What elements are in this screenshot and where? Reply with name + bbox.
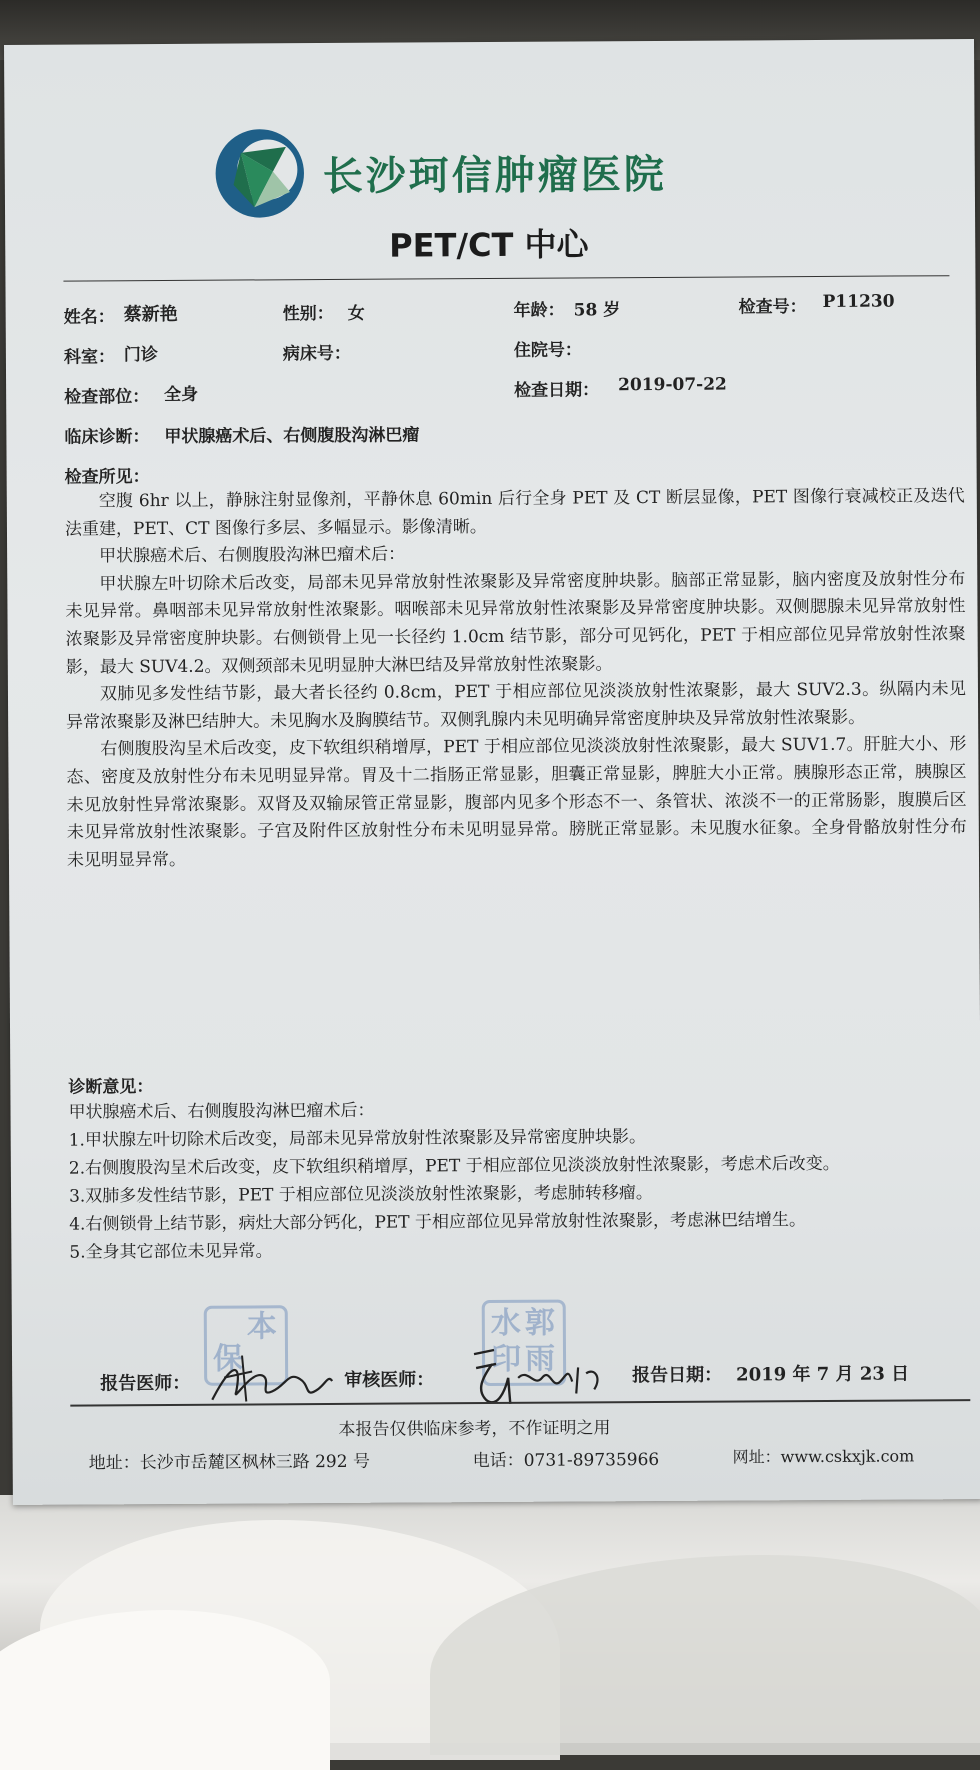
findings-paragraph: 甲状腺癌术后、右侧腹股沟淋巴瘤术后： [99, 544, 406, 567]
report-sheet [4, 39, 980, 1505]
diagnosis-item: 3.双肺多发性结节影，PET 于相应部位见淡淡放射性浓聚影，考虑肺转移瘤。 [68, 1183, 653, 1207]
patient-name: 蔡新艳 [123, 303, 178, 326]
diagnosis-body [68, 1093, 969, 1266]
header-divider [63, 275, 949, 281]
findings-paragraph: 空腹 6hr 以上，静脉注射显像剂，平静休息 60min 后行全身 PET 及 CT 断层显像，PET 图像行衰减校正及迭代法重建，PET、CT 图像行多层、多幅显示。影像清晰。 [64, 486, 965, 540]
exam-part: 全身 [164, 384, 199, 405]
hospital-name: 长沙珂信肿瘤医院 [322, 151, 667, 201]
name-label: 姓名： [63, 307, 115, 328]
exam-part-label: 检查部位： [64, 387, 150, 408]
findings-paragraph: 甲状腺左叶切除术后改变，局部未见异常放射性浓聚影及异常密度肿块影。脑部正常显影，脑内密度及放射性分布未见异常。鼻咽部未见异常放射性浓聚影。咽喉部未见异常放射性浓聚影及异常密度肿块影。双侧腮腺未见异常放射性浓聚影及异常密度肿块影。右侧锁骨上见一长径约 1.0cm 结节影，部分可见钙化，PET 于相应部位见异常放射性浓聚影，最大 SUV4.2。双侧颈部未见明显肿大淋巴结及异常放射性浓聚影。 [65, 568, 966, 678]
diagnosis-item: 1.甲状腺左叶切除术后改变，局部未见异常放射性浓聚影及异常密度肿块影。 [68, 1127, 646, 1151]
findings-paragraph: 双肺见多发性结节影，最大者长径约 0.8cm，PET 于相应部位见淡淡放射性浓聚影，最大 SUV2.3。纵隔内未见异常浓聚影及淋巴结肿大。未见胸水及胸膜结节。双侧乳腺内未见明确异常密度肿块及异常放射性浓聚影。 [66, 679, 967, 733]
website: 网址：www.cskxjk.com [732, 1446, 915, 1467]
diagnosis-item: 2.右侧腹股沟呈术后改变，皮下软组织稍增厚，PET 于相应部位见淡淡放射性浓聚影，考虑术后改变。 [68, 1153, 840, 1179]
report-date-label: 报告日期： [632, 1364, 723, 1387]
patient-sex: 女 [347, 303, 365, 324]
exam-no-label: 检查号： [738, 297, 807, 318]
admission-label: 住院号： [513, 340, 582, 361]
findings-paragraph: 右侧腹股沟呈术后改变，皮下软组织稍增厚，PET 于相应部位见淡淡放射性浓聚影，最大 SUV1.7。肝脏大小、形态、密度及放射性分布未见明显异常。胃及十二指肠正常显影，胆囊正常显影，脾脏大小正常。胰腺形态正常，胰腺区未见放射性异常浓聚影。双肾及双输尿管正常显影，腹部内见多个形态不一、条管状、浓淡不一的正常肠影，腹膜后区未见异常放射性浓聚影。子宫及附件区放射性分布未见明显异常。膀胱正常显影。未见腹水征象。全身骨骼放射性分布未见明显异常。 [66, 734, 967, 871]
diagnosis-item: 4.右侧锁骨上结节影，病灶大部分钙化，PET 于相应部位见异常放射性浓聚影，考虑淋巴结增生。 [69, 1210, 807, 1235]
reviewer-stamp: 水 郭 印 雨 [482, 1300, 567, 1387]
center-title: PET/CT 中心 [389, 225, 589, 265]
exam-date: 2019-07-22 [618, 374, 727, 396]
disclaimer-note: 本报告仅供临床参考，不作证明之用 [338, 1418, 611, 1440]
report-date: 2019 年 7 月 23 日 [736, 1363, 910, 1386]
hospital-logo-icon [213, 126, 308, 221]
findings-body [65, 483, 967, 875]
fabric-fold [0, 1610, 330, 1770]
phone: 电话：0731-89735966 [472, 1449, 660, 1472]
bed-label: 病床号： [282, 343, 351, 365]
dept: 门诊 [123, 345, 158, 366]
clinical-dx: 甲状腺癌术后、右侧腹股沟淋巴瘤 [164, 425, 420, 447]
sex-label: 性别： [282, 303, 334, 325]
diagnosis-label: 诊断意见： [68, 1077, 154, 1098]
age-label: 年龄： [513, 300, 565, 321]
reviewer-signature [462, 1337, 612, 1410]
findings-label: 检查所见： [64, 467, 150, 488]
exam-date-label: 检查日期： [514, 380, 600, 401]
diagnosis-item: 5.全身其它部位未见异常。 [69, 1241, 273, 1263]
reporter-label: 报告医师： [100, 1372, 191, 1395]
doctor-stamp: 保 本 [204, 1305, 288, 1386]
clinical-dx-label: 临床诊断： [64, 427, 150, 448]
reporter-signature [202, 1341, 342, 1412]
reviewer-label: 审核医师： [344, 1369, 435, 1391]
patient-age: 58 岁 [573, 300, 621, 321]
dept-label: 科室： [63, 347, 115, 368]
exam-no: P11230 [822, 291, 895, 312]
diagnosis-intro: 甲状腺癌术后、右侧腹股沟淋巴瘤术后： [68, 1100, 375, 1123]
address: 地址：长沙市岳麓区枫林三路 292 号 [88, 1451, 370, 1474]
